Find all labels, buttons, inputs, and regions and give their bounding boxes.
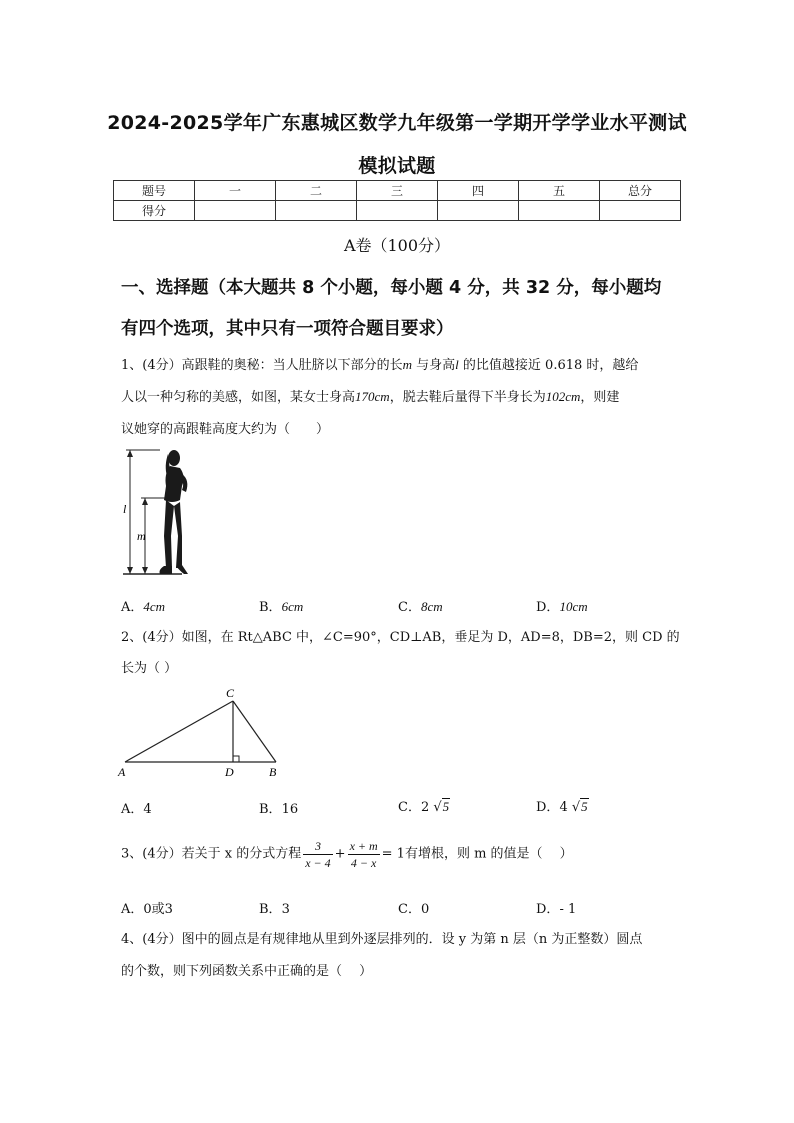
q1-text: ，脱去鞋后量得下半身长为 bbox=[389, 390, 546, 405]
arrow-head-up bbox=[142, 498, 148, 505]
label-b: B bbox=[269, 765, 277, 779]
fraction-1-denominator: x − 4 bbox=[305, 856, 331, 870]
option-value: 4 bbox=[559, 800, 568, 815]
option-letter: B． bbox=[259, 600, 282, 615]
score-table-score-row bbox=[114, 201, 681, 221]
score-cell: 题号 bbox=[114, 181, 195, 201]
option-letter: C． bbox=[398, 800, 421, 815]
score-input-cell[interactable] bbox=[276, 201, 357, 221]
page-title: 2024-2025学年广东惠城区数学九年级第一学期开学学业水平测试 bbox=[107, 112, 687, 134]
option-value: 4cm bbox=[143, 599, 166, 614]
option-letter: B． bbox=[259, 902, 282, 917]
fraction-1 bbox=[303, 838, 332, 871]
q1-line2 bbox=[121, 386, 619, 405]
radicand: 5 bbox=[581, 799, 588, 814]
q3-option-c[interactable] bbox=[398, 898, 429, 917]
radicand: 5 bbox=[442, 799, 450, 814]
score-table-header-row bbox=[114, 181, 681, 201]
q1-var-l: l bbox=[455, 357, 459, 372]
label-l: l bbox=[123, 502, 127, 516]
q1-text: ，则建 bbox=[580, 390, 620, 405]
q3-option-a[interactable] bbox=[121, 898, 173, 917]
score-cell: 三 bbox=[357, 181, 438, 201]
score-input-cell[interactable] bbox=[438, 201, 519, 221]
q1-text: 与身高 bbox=[412, 358, 456, 373]
segment-ac bbox=[125, 701, 233, 762]
option-value: 6cm bbox=[281, 599, 304, 614]
option-value: - 1 bbox=[559, 902, 577, 917]
fraction-2-denominator: 4 − x bbox=[350, 856, 377, 870]
q4-line2: 的个数，则下列函数关系中正确的是（ ） bbox=[121, 964, 373, 979]
q3-option-b[interactable] bbox=[259, 898, 290, 917]
plus-sign: + bbox=[334, 846, 346, 862]
q2-option-c[interactable] bbox=[398, 796, 450, 815]
option-letter: D． bbox=[536, 902, 560, 917]
segment-cb bbox=[233, 701, 276, 762]
q2-line1: 2、(4分）如图，在 Rt△ABC 中，∠C=90°，CD⊥AB，垂足为 D，AD=8，DB=2，则 CD 的 bbox=[121, 630, 680, 645]
score-input-cell[interactable] bbox=[195, 201, 276, 221]
label-a: A bbox=[118, 765, 126, 779]
q2-option-d[interactable] bbox=[536, 796, 589, 815]
q1-option-b[interactable] bbox=[259, 596, 303, 615]
option-letter: A． bbox=[121, 600, 144, 615]
section-a-heading: A卷（100分） bbox=[343, 236, 451, 255]
option-value: 8cm bbox=[420, 599, 443, 614]
q1-var-m: m bbox=[402, 357, 413, 372]
equals-one: = 1 bbox=[381, 846, 405, 862]
score-cell: 五 bbox=[519, 181, 600, 201]
q3-line bbox=[121, 838, 573, 871]
q2-line2: 长为（ ） bbox=[121, 661, 178, 676]
q2-option-a[interactable] bbox=[121, 798, 152, 817]
q2-option-b[interactable] bbox=[259, 798, 298, 817]
option-value: 4 bbox=[143, 802, 152, 817]
q3-option-d[interactable] bbox=[536, 898, 576, 917]
q1-option-d[interactable] bbox=[536, 596, 588, 615]
score-input-cell[interactable] bbox=[519, 201, 600, 221]
option-letter: B． bbox=[259, 802, 282, 817]
score-cell: 一 bbox=[195, 181, 276, 201]
part1-heading-line1: 一、选择题（本大题共 8 个小题，每小题 4 分，共 32 分，每小题均 bbox=[121, 278, 662, 298]
q3-prefix: 3、(4分）若关于 x 的分式方程 bbox=[121, 846, 302, 862]
score-input-cell[interactable] bbox=[357, 201, 438, 221]
score-cell: 四 bbox=[438, 181, 519, 201]
q1-text: 1、(4分）高跟鞋的奥秘：当人肚脐以下部分的长 bbox=[121, 358, 403, 373]
label-m: m bbox=[137, 529, 146, 543]
option-letter: D． bbox=[536, 600, 560, 615]
arrow-head-up bbox=[127, 450, 133, 457]
option-letter: C． bbox=[398, 600, 421, 615]
option-value: 0或3 bbox=[143, 902, 173, 917]
q1-text: 人以一种匀称的美感，如图，某女士身高 bbox=[121, 390, 356, 405]
option-letter: A． bbox=[121, 802, 144, 817]
arrow-head-down bbox=[127, 567, 133, 574]
q1-figure bbox=[120, 446, 210, 580]
score-cell: 二 bbox=[276, 181, 357, 201]
woman-silhouette bbox=[160, 450, 189, 574]
option-letter: C． bbox=[398, 902, 421, 917]
q1-line3: 议她穿的高跟鞋高度大约为（ ） bbox=[121, 422, 330, 437]
q1-height: 170cm bbox=[355, 389, 390, 404]
q1-option-c[interactable] bbox=[398, 596, 443, 615]
arrow-head-down bbox=[142, 567, 148, 574]
label-c: C bbox=[226, 686, 235, 700]
option-letter: D． bbox=[536, 800, 560, 815]
score-row-label: 得分 bbox=[114, 201, 195, 221]
option-value: 0 bbox=[420, 902, 430, 917]
q1-leg-length: 102cm bbox=[545, 389, 581, 404]
score-input-cell[interactable] bbox=[600, 201, 681, 221]
option-value: 3 bbox=[281, 902, 290, 917]
q2-figure bbox=[115, 683, 285, 783]
q4-line1: 4、(4分）图中的圆点是有规律地从里到外逐层排列的．设 y 为第 n 层（n 为正整数）圆点 bbox=[121, 932, 643, 947]
sqrt-expression: √5 bbox=[571, 799, 588, 815]
page-subtitle: 模拟试题 bbox=[358, 155, 436, 177]
q3-suffix: 有增根，则 m 的值是（ ） bbox=[404, 846, 573, 862]
fraction-2-numerator: x + m bbox=[349, 839, 378, 853]
part1-heading-line2: 有四个选项，其中只有一项符合题目要求） bbox=[121, 319, 454, 339]
option-value: 2 bbox=[420, 800, 430, 815]
q1-text: 的比值越接近 0.618 时，越给 bbox=[458, 358, 639, 373]
fraction-1-numerator: 3 bbox=[303, 838, 332, 855]
label-d: D bbox=[225, 765, 234, 779]
score-table bbox=[113, 180, 681, 221]
option-value: 10cm bbox=[559, 599, 588, 614]
fraction-2 bbox=[348, 838, 380, 871]
q1-option-a[interactable] bbox=[121, 596, 165, 615]
sqrt-expression: √5 bbox=[433, 799, 450, 815]
score-cell: 总分 bbox=[600, 181, 681, 201]
right-angle-mark bbox=[233, 756, 239, 762]
option-letter: A． bbox=[121, 902, 144, 917]
option-value: 16 bbox=[281, 802, 299, 817]
q1-line1 bbox=[121, 354, 638, 373]
